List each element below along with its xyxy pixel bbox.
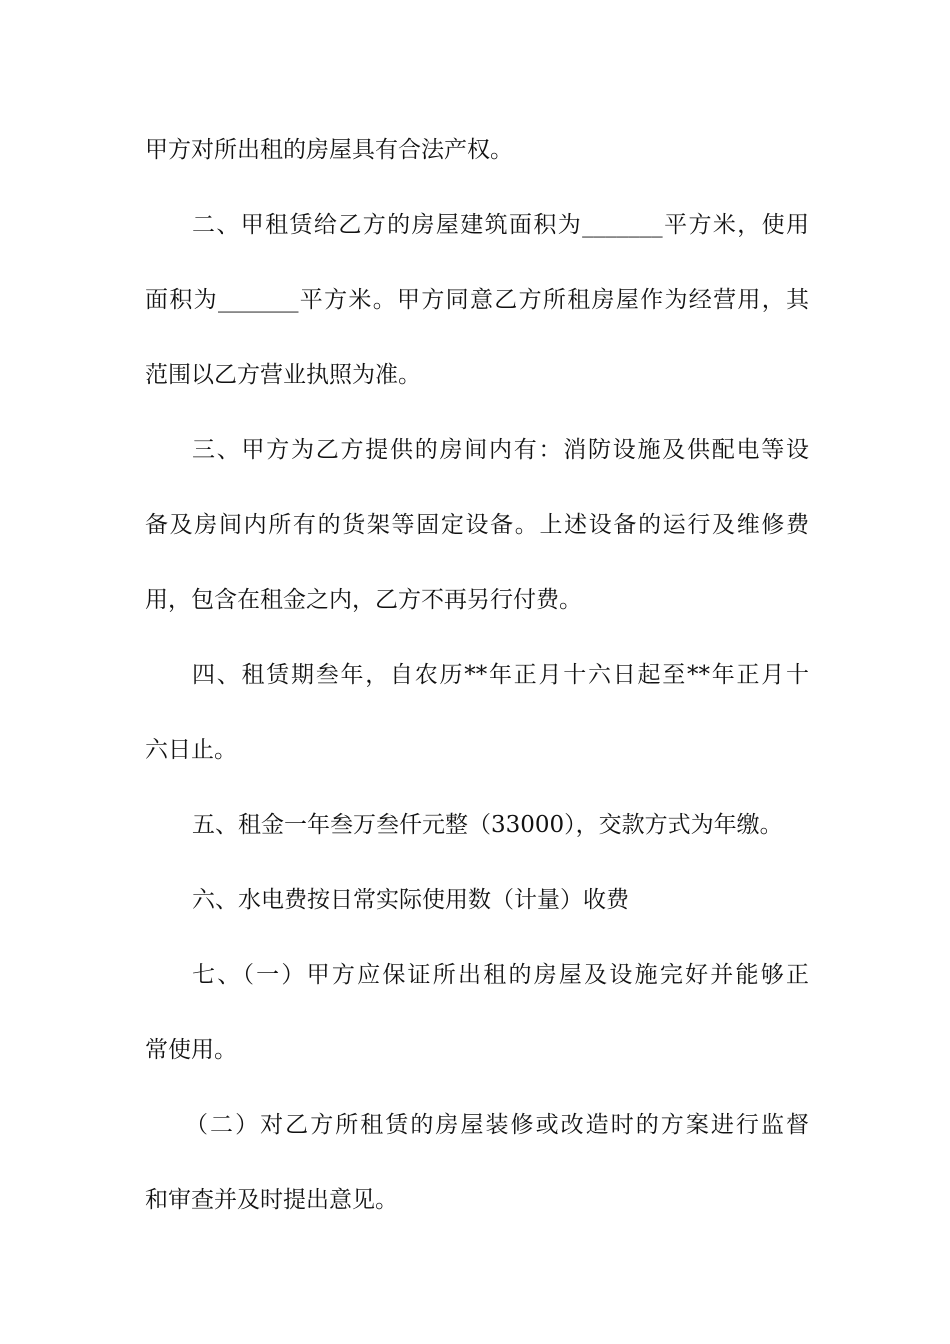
text-line: 备及房间内所有的货架等固定设备。上述设备的运行及维修费 [145, 512, 809, 538]
text-line: 七、（一）甲方应保证所出租的房屋及设施完好并能够正 [192, 962, 809, 988]
text-line: 五、租金一年叁万叁仟元整（33000），交款方式为年缴。 [192, 812, 783, 838]
text-line: 面积为_______平方米。甲方同意乙方所租房屋作为经营用，其 [145, 287, 809, 313]
text-line: 用，包含在租金之内，乙方不再另行付费。 [145, 587, 582, 613]
text-line: 常使用。 [145, 1037, 237, 1063]
text-line: 四、租赁期叁年，自农历**年正月十六日起至**年正月十 [192, 662, 809, 688]
text-line: 范围以乙方营业执照为准。 [145, 362, 421, 388]
text-line: 六日止。 [145, 737, 237, 763]
text-line: 和审查并及时提出意见。 [145, 1187, 398, 1213]
text-line: 三、甲方为乙方提供的房间内有：消防设施及供配电等设 [192, 437, 809, 463]
text-line: （二）对乙方所租赁的房屋装修或改造时的方案进行监督 [185, 1112, 809, 1138]
text-line: 二、甲租赁给乙方的房屋建筑面积为_______平方米，使用 [192, 212, 809, 238]
text-line: 甲方对所出租的房屋具有合法产权。 [145, 137, 513, 163]
text-line: 六、水电费按日常实际使用数（计量）收费 [192, 887, 629, 913]
